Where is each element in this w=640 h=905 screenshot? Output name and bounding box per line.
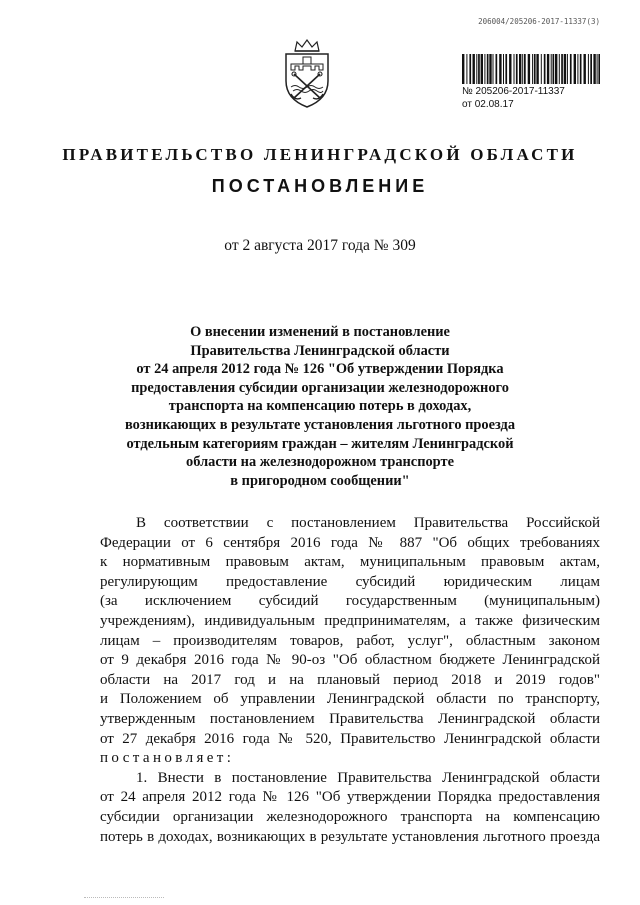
document-type: ПОСТАНОВЛЕНИЕ — [211, 176, 429, 196]
heading-line: области на железнодорожном транспорте — [186, 454, 454, 471]
registration-date: от 02.08.17 — [462, 99, 514, 110]
body-line: утвержденным постановлением Правительства Ленинградской области — [100, 710, 600, 727]
heading-line: Правительства Ленинградской области — [190, 342, 450, 359]
body-line: от 27 декабря 2016 года № 520, Правительство Ленинградской области — [100, 730, 600, 747]
document-code: 206004/205206-2017-11337(3) — [478, 17, 600, 26]
page-edge-mark — [84, 897, 164, 899]
body-line: области на 2017 год и на плановый период 2018 и 2019 годов" — [100, 671, 600, 688]
heading-line: отдельным категориям граждан – жителям Ленинградской — [126, 435, 514, 452]
heading-line: от 24 апреля 2012 года № 126 "Об утверждении Порядка — [136, 361, 504, 378]
body-line: от 9 декабря 2016 года № 90-оз "Об областном бюджете Ленинградской — [100, 652, 600, 669]
body-line: потерь в доходах, возникающих в результате установления льготного проезда — [100, 828, 600, 845]
body-line: и Положением об управлении Ленинградской области по транспорту, — [100, 691, 600, 708]
body-line: Федерации от 6 сентября 2016 года № 887 "Об общих требованиях — [100, 534, 600, 551]
document-body — [100, 514, 600, 847]
body-line: регулирующим предоставление субсидий юридическим лицам — [100, 573, 600, 590]
heading-line: возникающих в результате установления льготного проезда — [124, 416, 516, 433]
body-line: (за исключением субсидий государственным (муниципальным) — [100, 593, 600, 610]
heading-line: О внесении изменений в постановление — [190, 324, 450, 340]
body-line: от 24 апреля 2012 года № 126 "Об утверждении Порядка предоставления — [100, 789, 600, 806]
body-line: к нормативным правовым актам, муниципальным правовым актам, — [100, 554, 600, 571]
body-line: лицам – производителям товаров, работ, услуг", областным законом — [100, 632, 600, 649]
heading-line: транспорта на компенсацию потерь в доходах, — [168, 398, 472, 415]
registration-number: № 205206-2017-11337 — [462, 86, 565, 97]
heading-line: в пригородном сообщении" — [230, 472, 410, 489]
heading-line: предоставления субсидии организации железнодорожного — [131, 379, 509, 396]
document-date: от 2 августа 2017 года № 309 — [224, 237, 416, 254]
document-heading — [100, 323, 540, 490]
coat-of-arms-icon — [281, 37, 333, 109]
body-line: 1. Внести в постановление Правительства Ленинградской области — [136, 769, 600, 786]
body-line: постановляет: — [100, 750, 235, 767]
body-line: В соответствии с постановлением Правительства Российской — [136, 515, 600, 531]
barcode-icon — [462, 54, 600, 84]
body-line: субсидии организации железнодорожного транспорта на компенсацию — [100, 808, 600, 825]
body-line: учреждениям), индивидуальным предпринимателям, а также физическим — [100, 612, 600, 629]
government-title: ПРАВИТЕЛЬСТВО ЛЕНИНГРАДСКОЙ ОБЛАСТИ — [62, 145, 578, 164]
